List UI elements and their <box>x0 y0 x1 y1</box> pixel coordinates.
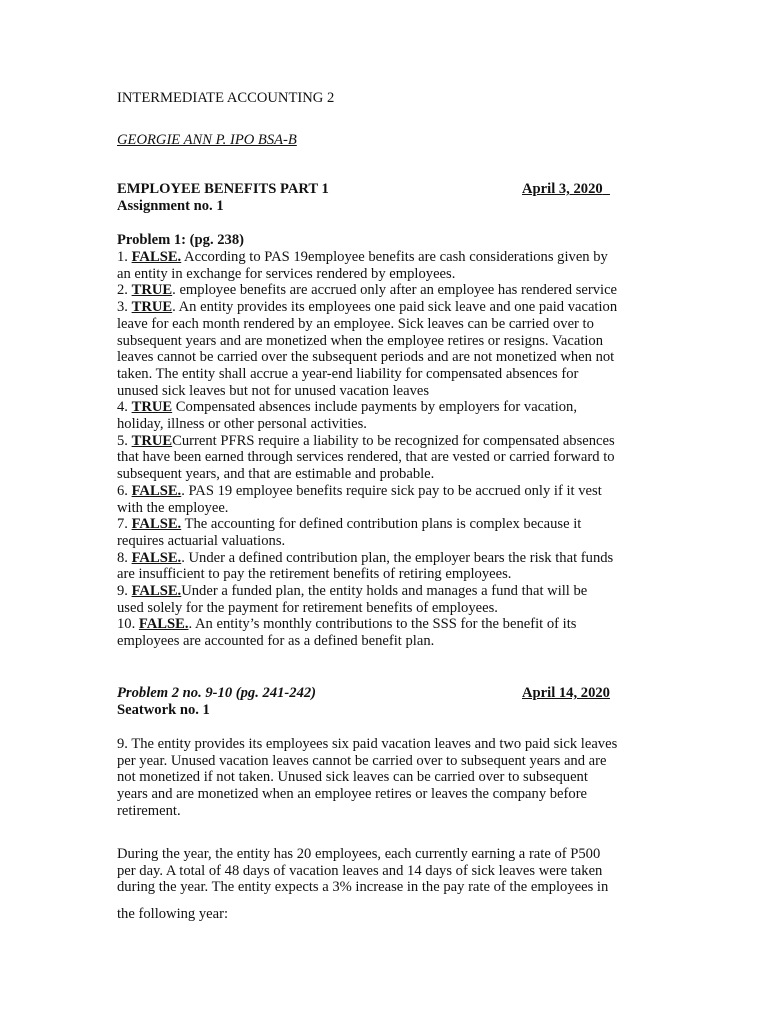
answer-label: FALSE. <box>131 549 182 566</box>
list-item: 3. TRUE. An entity provides its employees one paid sick leave and one paid vacation leave for each month rendered by an employee. Sick leaves can be carried over to subsequent years and are monetized when the employee retires or resigns. Vacation leaves cannot be carried over the subsequent periods and are not monetized when not taken. The entity shall accrue a year-end liability for compensated absences for unused sick leaves but not for unused vacation leaves <box>117 299 618 399</box>
list-item: 5. TRUECurrent PFRS require a liability to be recognized for compensated absences that have been earned through services rendered, that are vested or carried forward to subsequent years, and that are estimable and probable. <box>117 432 615 483</box>
part2-subtitle: Seatwork no. 1 <box>117 702 210 718</box>
part2-paragraph-2: During the year, the entity has 20 employees, each currently earning a rate of P500 per day. A total of 48 days of vacation leaves and 14 days of sick leaves were taken during the year. The entity expects a 3% increase in the pay rate of the employees in <box>117 846 609 896</box>
answer-label: FALSE. <box>138 616 189 633</box>
answer-label: TRUE <box>131 432 173 449</box>
list-item: 9. FALSE.Under a funded plan, the entity holds and manages a fund that will be used solely for the payment for retirement benefits of employees. <box>117 583 588 616</box>
part1-title: EMPLOYEE BENEFITS PART 1 <box>117 181 329 197</box>
list-item: 7. FALSE. The accounting for defined contribution plans is complex because it requires actuarial valuations. <box>117 516 582 549</box>
part2-paragraph-3: the following year: <box>117 906 229 922</box>
answer-label: TRUE <box>131 399 173 416</box>
list-item: 10. FALSE.. An entity’s monthly contributions to the SSS for the benefit of its employees are accounted for as a defined benefit plan. <box>117 616 577 650</box>
answer-label: FALSE. <box>131 482 182 499</box>
list-item: 1. FALSE. According to PAS 19employee benefits are cash considerations given by an entity in exchange for services rendered by employees. <box>117 249 608 282</box>
problem1-list <box>117 249 653 650</box>
list-item: 8. FALSE.. Under a defined contribution plan, the employer bears the risk that funds are insufficient to pay the retirement benefits of retiring employees. <box>117 549 614 583</box>
answer-label: TRUE <box>131 282 173 299</box>
part2-paragraph-1: 9. The entity provides its employees six paid vacation leaves and two paid sick leaves per year. Unused vacation leaves cannot be carried over to subsequent years and are not monetized if not taken. Unused sick leaves can be carried over to subsequent years and are monetized when an employee retires or leaves the company before retirement. <box>117 736 618 819</box>
list-item: 4. TRUE Compensated absences include payments by employers for vacation, holiday, illness or other personal activities. <box>117 399 577 433</box>
part2-date: April 14, 2020 <box>522 685 610 701</box>
problem1-heading: Problem 1: (pg. 238) <box>117 232 245 248</box>
course-title: INTERMEDIATE ACCOUNTING 2 <box>117 90 335 106</box>
student-name: GEORGIE ANN P. IPO BSA-B <box>117 132 297 148</box>
answer-label: FALSE. <box>131 583 182 600</box>
answer-label: FALSE. <box>131 516 182 533</box>
part1-date: April 3, 2020 <box>522 181 603 197</box>
part1-subtitle: Assignment no. 1 <box>117 198 224 214</box>
answer-label: FALSE. <box>131 249 182 265</box>
list-item: 2. TRUE. employee benefits are accrued only after an employee has rendered service <box>117 282 618 299</box>
list-item: 6. FALSE.. PAS 19 employee benefits require sick pay to be accrued only if it vest with the employee. <box>117 482 602 516</box>
answer-label: TRUE <box>131 299 173 316</box>
part2-title: Problem 2 no. 9-10 (pg. 241-242) <box>117 685 317 701</box>
